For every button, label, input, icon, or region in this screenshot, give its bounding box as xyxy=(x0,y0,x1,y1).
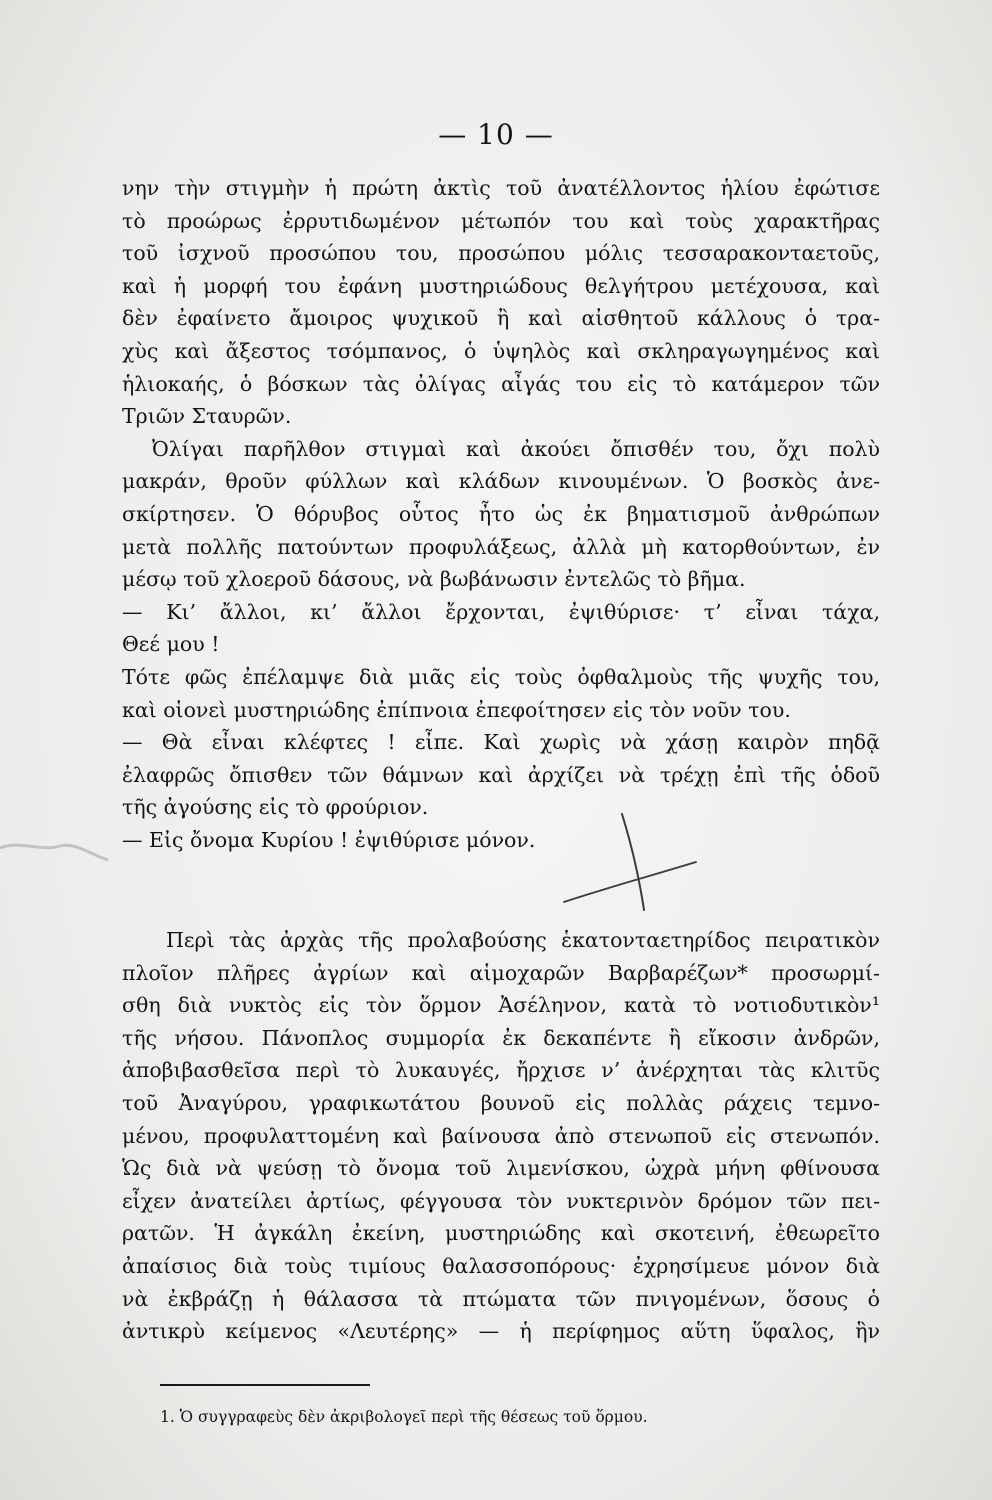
text-line: — Εἰς ὄνομα Κυρίου ! ἐψιθύρισε μόνον. xyxy=(122,827,536,852)
pencil-cross-mark xyxy=(560,810,700,930)
text-line: ἡλιοκαής, ὁ βόσκων τὰς ὀλίγας αἶγάς του εἰς τὸ κατάμερον τῶν xyxy=(122,371,880,396)
text-line: ρατῶν. Ἡ ἀγκάλη ἐκείνη, μυστηριώδης καὶ σκοτεινή, ἐθεωρεῖτο xyxy=(122,1221,880,1246)
text-line: πλοῖον πλῆρες ἀγρίων καὶ αἱμοχαρῶν Βαρβαρέζων* προσωρμί- xyxy=(122,960,880,985)
text-line: τὸ προώρως ἐρρυτιδωμένον μέτωπόν του καὶ τοὺς χαρακτῆρας xyxy=(122,208,880,233)
text-block-top xyxy=(122,172,880,856)
text-line: — Θὰ εἶναι κλέφτες ! εἶπε. Καὶ χωρὶς νὰ χάσῃ καιρὸν πηδᾷ xyxy=(122,730,880,755)
text-line: νὰ ἐκβράζῃ ἡ θάλασσα τὰ πτώματα τῶν πνιγομένων, ὅσους ὁ xyxy=(122,1286,880,1311)
text-line: τοῦ Ἀναγύρου, γραφικωτάτου βουνοῦ εἰς πολλὰς ράχεις τεμνο- xyxy=(122,1090,880,1115)
text-block-bottom xyxy=(122,924,880,1348)
text-line: δὲν ἐφαίνετο ἄμοιρος ψυχικοῦ ἢ καὶ αἰσθητοῦ κάλλους ὁ τρα- xyxy=(122,306,880,331)
text-line: μέσῳ τοῦ χλοεροῦ δάσους, νὰ βωβάνωσιν ἐντελῶς τὸ βῆμα. xyxy=(122,567,746,592)
footnote: 1. Ὁ συγγραφεὺς δὲν ἀκριβολογεῖ περὶ τῆς θέσεως τοῦ ὅρμου. xyxy=(160,1408,648,1426)
text-line: Ὡς διὰ νὰ ψεύσῃ τὸ ὄνομα τοῦ λιμενίσκου, ὠχρὰ μήνη φθίνουσα xyxy=(122,1156,880,1181)
page-number: — 10 — xyxy=(438,118,554,151)
text-line: — Κι’ ἄλλοι, κι’ ἄλλοι ἔρχονται, ἐψιθύρισε· τ’ εἶναι τάχα, xyxy=(122,599,880,624)
text-line: Θεέ μου ! xyxy=(122,632,220,657)
text-line: ἀπαίσιος διὰ τοὺς τιμίους θαλασσοπόρους· ἐχρησίμευε μόνον διὰ xyxy=(122,1253,880,1278)
text-line: Τριῶν Σταυρῶν. xyxy=(122,404,292,429)
text-line: εἶχεν ἀνατείλει ἀρτίως, φέγγουσα τὸν νυκτερινὸν δρόμον τῶν πει- xyxy=(122,1188,880,1213)
text-line: ἐλαφρῶς ὄπισθεν τῶν θάμνων καὶ ἀρχίζει νὰ τρέχῃ ἐπὶ τῆς ὁδοῦ xyxy=(122,762,880,787)
text-line: μένου, προφυλαττομένη καὶ βαίνουσα ἀπὸ στενωποῦ εἰς στενωπόν. xyxy=(122,1123,880,1148)
text-line: καὶ οἱονεὶ μυστηριώδης ἐπίπνοια ἐπεφοίτησεν εἰς τὸν νοῦν του. xyxy=(122,697,791,722)
text-line: χὺς καὶ ἄξεστος τσόμπανος, ὁ ὑψηλὸς καὶ σκληραγωγημένος καὶ xyxy=(122,338,880,363)
text-line: μακράν, θροῦν φύλλων καὶ κλάδων κινουμένων. Ὁ βοσκὸς ἀνε- xyxy=(122,469,880,494)
text-line: Περὶ τὰς ἀρχὰς τῆς προλαβούσης ἑκατονταετηρίδος πειρατικὸν xyxy=(166,928,880,952)
text-line: Τότε φῶς ἐπέλαμψε διὰ μιᾶς εἰς τοὺς ὀφθαλμοὺς τῆς ψυχῆς του, xyxy=(122,664,880,689)
text-line: μετὰ πολλῆς πατούντων προφυλάξεως, ἀλλὰ μὴ κατορθούντων, ἐν xyxy=(122,534,880,559)
text-line: τοῦ ἰσχνοῦ προσώπου του, προσώπου μόλις τεσσαρακονταετοῦς, xyxy=(122,241,880,266)
text-line: ἀποβιβασθεῖσα περὶ τὸ λυκαυγές, ἤρχισε ν’ ἀνέρχηται τὰς κλιτῦς xyxy=(122,1058,880,1083)
text-line: σκίρτησεν. Ὁ θόρυβος οὗτος ἦτο ὡς ἐκ βηματισμοῦ ἀνθρώπων xyxy=(122,501,880,526)
text-line: καὶ ἡ μορφή του ἐφάνη μυστηριώδους θελγήτρου μετέχουσα, καὶ xyxy=(122,273,880,298)
text-line: τῆς νήσου. Πάνοπλος συμμορία ἐκ δεκαπέντε ἢ εἴκοσιν ἀνδρῶν, xyxy=(122,1025,880,1050)
text-line: ἀντικρὺ κείμενος «Λευτέρης» — ἡ περίφημος αὕτη ὕφαλος, ἣν xyxy=(122,1319,880,1344)
text-line: Ὀλίγαι παρῆλθον στιγμαὶ καὶ ἀκούει ὄπισθέν του, ὄχι πολὺ xyxy=(152,436,880,461)
margin-smudge xyxy=(0,830,110,870)
text-line: νην τὴν στιγμὴν ἡ πρώτη ἀκτὶς τοῦ ἀνατέλλοντος ἡλίου ἐφώτισε xyxy=(122,176,880,200)
footnote-rule xyxy=(160,1384,370,1386)
text-line: τῆς ἀγούσης εἰς τὸ φρούριον. xyxy=(122,795,429,820)
text-line: σθη διὰ νυκτὸς εἰς τὸν ὅρμον Ἀσέληνον, κατὰ τὸ νοτιοδυτικὸν¹ xyxy=(122,993,880,1018)
